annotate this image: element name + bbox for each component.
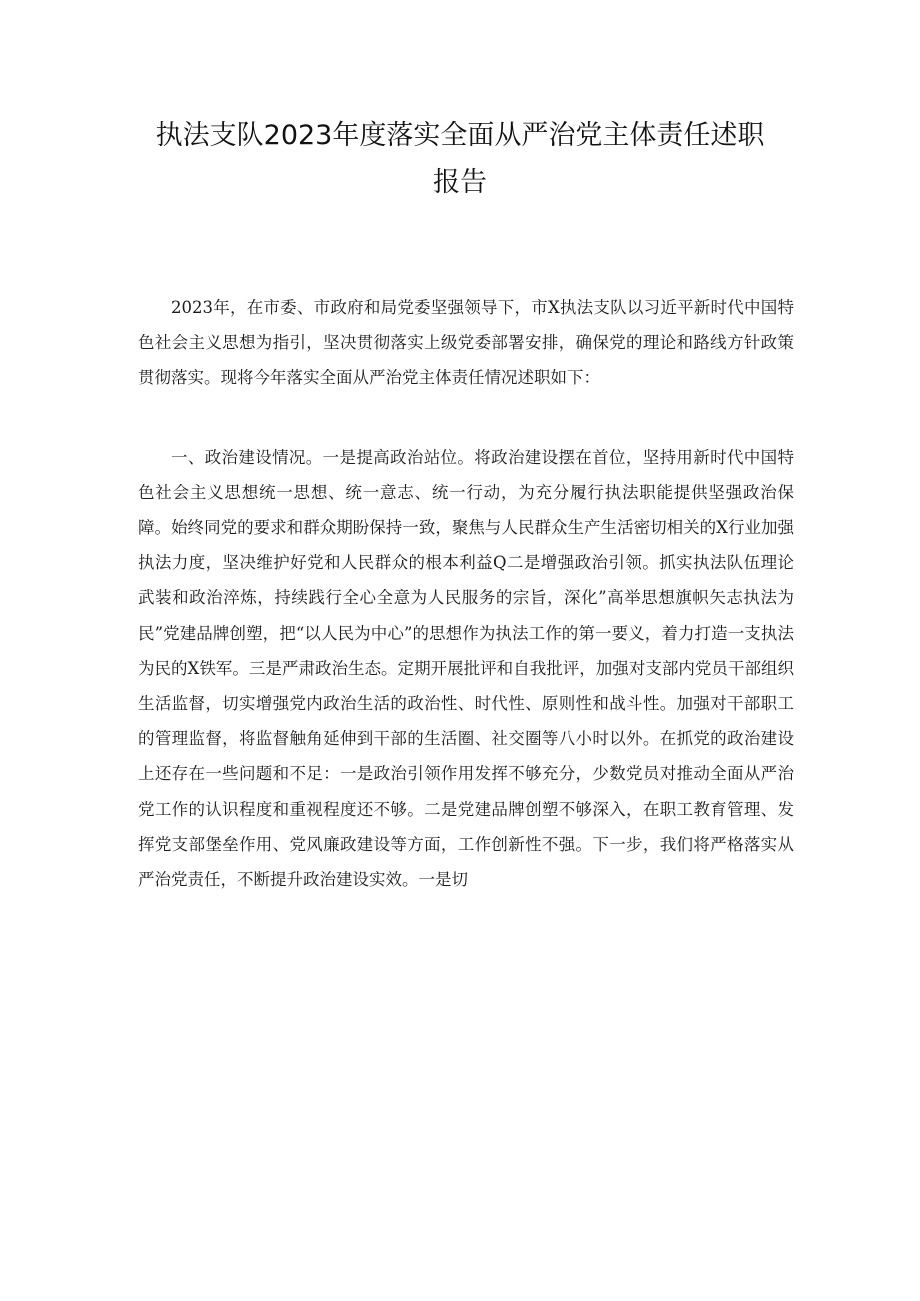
political-construction-paragraph: 一、政治建设情况。一是提高政治站位。将政治建设摆在首位，坚持用新时代中国特色社会主义思想统一思想、统一意志、统一行动，为充分履行执法职能提供坚强政治保障。始终同党的要求和群众期盼保持一致，聚焦与人民群众生产生活密切相关的X行业加强执法力度，坚决维护好党和人民群众的根本利益Q二是增强政治引领。抓实执法队伍理论武装和政治淬炼，持续践行全心全意为人民服务的宗旨，深化”高举思想旗帜矢志执法为民”党建品牌创塑，把“以人民为中心”的思想作为执法工作的第一要义，着力打造一支执法为民的X铁军。三是严肃政治生态。定期开展批评和自我批评，加强对支部内党员干部组织生活监督，切实增强党内政治生活的政治性、时代性、原则性和战斗性。加强对干部职工的管理监督，将监督触角延伸到干部的生活圈、社交圈等八小时以外。在抓党的政治建设上还存在一些问题和不足：一是政治引领作用发挥不够充分，少数党员对推动全面从严治党工作的认识程度和重视程度还不够。二是党建品牌创塑不够深入，在职工教育管理、发挥党支部堡垒作用、党风廉政建设等方面，工作创新性不强。下一步，我们将严格落实从严治党责任，不断提升政治建设实效。一是切 [138, 447, 794, 890]
document-title [110, 112, 810, 206]
title-line-2: 报告 [433, 167, 487, 198]
title-line-1: 执法支队2023年度落实全面从严治党主体责任述职 [155, 120, 765, 151]
intro-paragraph: 2023年，在市委、市政府和局党委坚强领导下，市X执法支队以习近平新时代中国特色社会主义思想为指引，坚决贯彻落实上级党委部署安排，确保党的理论和路线方针政策贯彻落实。现将今年落实全面从严治党主体责任情况述职如下： [138, 298, 794, 388]
document-body [138, 290, 794, 897]
